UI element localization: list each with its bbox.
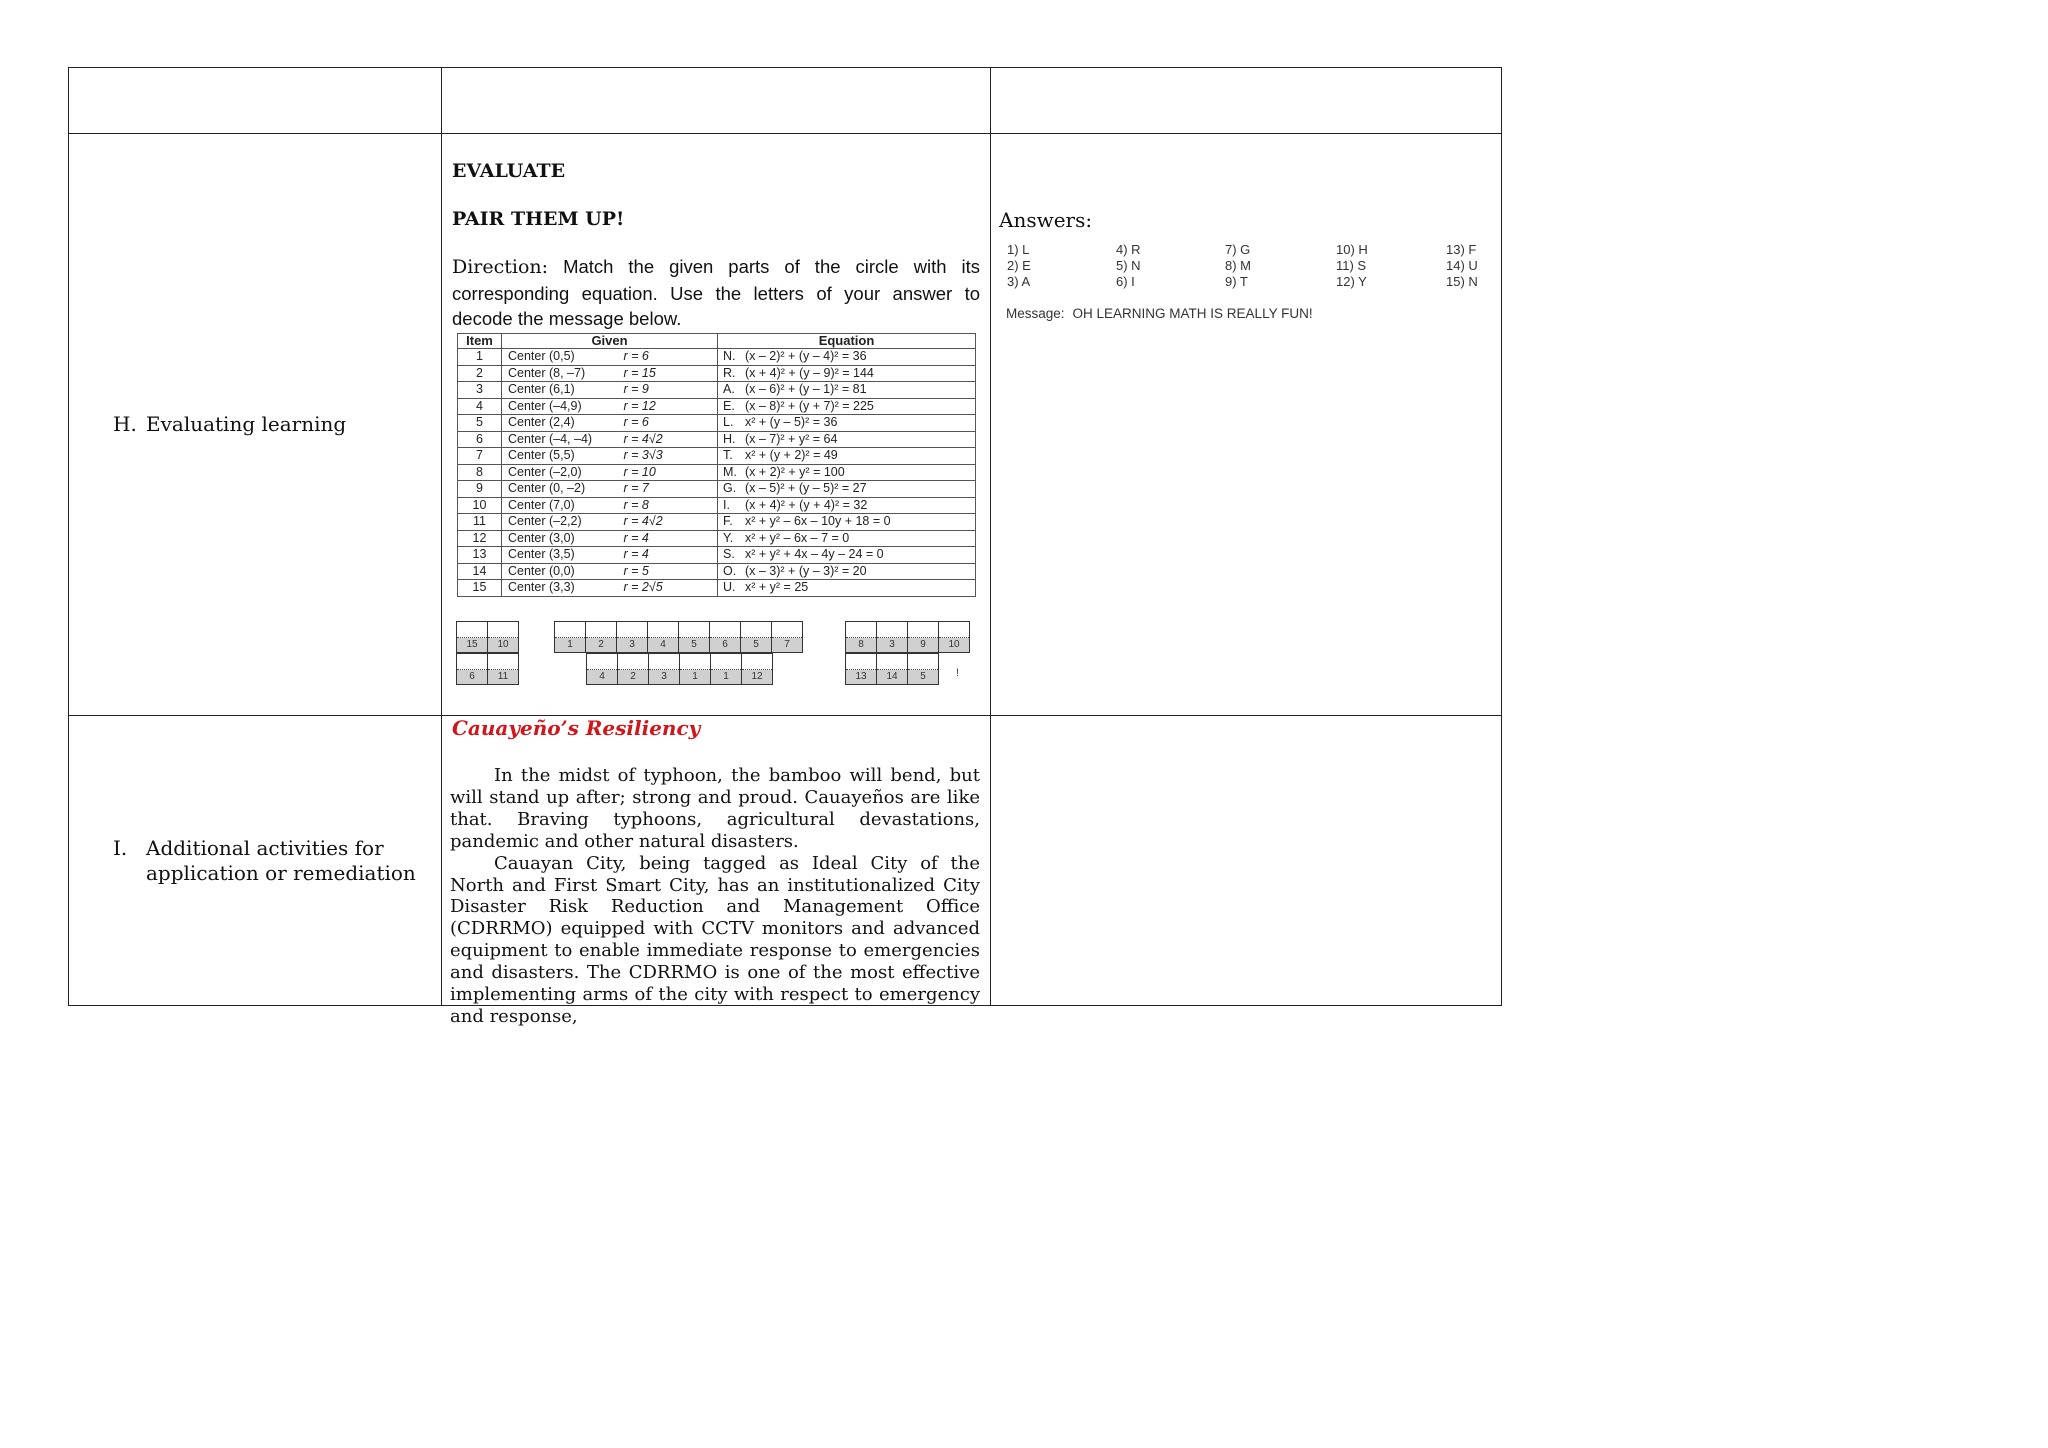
item-number: 5 [458,415,502,432]
decoder-number: 11 [488,670,518,684]
equation-text: (x – 5)² + (y – 5)² = 27 [745,481,867,496]
matching-row [458,349,976,366]
decoder-cell[interactable] [845,653,877,685]
given-radius: r = 4 [622,547,718,564]
message-text: OH LEARNING MATH IS REALLY FUN! [1072,306,1313,321]
matching-row [458,448,976,465]
header-given: Given [502,334,718,349]
matching-row [458,398,976,415]
equation-text: (x + 4)² + (y + 4)² = 32 [745,497,868,512]
item-number: 8 [458,464,502,481]
given-center: Center (0,5) [502,349,622,366]
item-number: 11 [458,514,502,531]
item-number: 15 [458,580,502,597]
decoder-blank[interactable] [711,654,741,670]
equation-text: x² + y² + 4x – 4y – 24 = 0 [745,547,884,562]
given-radius: r = 4 [622,530,718,547]
decoder-number: 12 [742,670,772,684]
matching-row [458,365,976,382]
equation-letter: L. [723,415,734,430]
equation-text: (x – 2)² + (y – 4)² = 36 [745,349,867,364]
row-divider [69,715,1501,716]
decoder-blank[interactable] [877,622,907,638]
given-center: Center (5,5) [502,448,622,465]
decoder-number: 10 [939,638,969,652]
direction-lead: Direction: [452,256,549,278]
decoder-cell[interactable] [456,653,488,685]
item-number: 2 [458,365,502,382]
matching-row [458,530,976,547]
decoder-cell[interactable] [586,653,618,685]
resiliency-body [450,765,980,1028]
equation-letter: Y. [723,530,734,545]
given-radius: r = 3√3 [622,448,718,465]
decoder-number: 10 [488,638,518,652]
answer-item: 11) S [1336,258,1367,273]
row-h-letter: H. [113,412,137,436]
decoder-number: 9 [908,638,938,652]
header-item: Item [458,334,502,349]
given-center: Center (2,4) [502,415,622,432]
equation-letter: H. [723,431,736,446]
decoder-cell[interactable] [617,653,649,685]
given-radius: r = 5 [622,563,718,580]
equation-text: (x – 8)² + (y + 7)² = 225 [745,398,874,413]
equation-cell [718,580,976,597]
decoder-blank[interactable] [586,622,616,638]
decoder-word [846,653,939,685]
row-i-text-line1: Additional activities for [146,836,384,860]
matching-row [458,382,976,399]
matching-row [458,547,976,564]
decoder-word [457,653,519,685]
equation-cell [718,365,976,382]
decoder-blank[interactable] [555,622,585,638]
answer-column [1116,242,1141,290]
answer-item: 8) M [1225,258,1251,273]
answer-item: 12) Y [1336,274,1367,289]
exclamation-mark: ! [956,667,960,679]
resiliency-paragraph-1: In the midst of typhoon, the bamboo will bend, but will stand up after; strong and proud. Cauayeños are like that. Braving typhoons, agricultural devastations, pandemic and other natural disasters. [450,765,980,852]
equation-cell [718,415,976,432]
decoder-blank[interactable] [877,654,907,670]
decoder-cell[interactable] [876,653,908,685]
equation-cell [718,514,976,531]
equation-cell [718,448,976,465]
decoder-cell[interactable] [585,621,617,653]
decoder-cell[interactable] [487,621,519,653]
decoder-blank[interactable] [710,622,740,638]
decoder-cell[interactable] [678,621,710,653]
given-radius: r = 4√2 [622,431,718,448]
decoder-cell[interactable] [771,621,803,653]
equation-letter: U. [723,580,736,595]
decoder-number: 5 [741,638,771,652]
given-center: Center (6,1) [502,382,622,399]
equation-letter: S. [723,547,735,562]
decoder-cell[interactable] [456,621,488,653]
given-center: Center (0,0) [502,563,622,580]
item-number: 1 [458,349,502,366]
decoder-blank[interactable] [488,622,518,638]
given-radius: r = 6 [622,349,718,366]
given-radius: r = 6 [622,415,718,432]
row-i-label [113,836,416,886]
given-radius: r = 8 [622,497,718,514]
equation-text: (x – 3)² + (y – 3)² = 20 [745,563,867,578]
resiliency-title: Cauayeño’s Resiliency [452,716,701,740]
answer-item: 15) N [1446,274,1478,289]
given-center: Center (0, –2) [502,481,622,498]
given-center: Center (7,0) [502,497,622,514]
equation-text: x² + (y – 5)² = 36 [745,415,838,430]
decoder-blank[interactable] [772,622,802,638]
decoder-cell[interactable] [907,653,939,685]
given-center: Center (–2,2) [502,514,622,531]
given-center: Center (–4,9) [502,398,622,415]
decoder-cell[interactable] [710,653,742,685]
answer-item: 6) I [1116,274,1135,289]
given-radius: r = 2√5 [622,580,718,597]
equation-cell [718,481,976,498]
equation-letter: R. [723,365,736,380]
equation-letter: G. [723,481,737,496]
given-radius: r = 12 [622,398,718,415]
decoder-cell[interactable] [938,621,970,653]
given-radius: r = 10 [622,464,718,481]
direction-text [452,254,980,332]
equation-cell [718,563,976,580]
answer-item: 13) F [1446,242,1477,257]
item-number: 14 [458,563,502,580]
decoder-blank[interactable] [648,622,678,638]
decoder-blank[interactable] [741,622,771,638]
equation-text: x² + (y + 2)² = 49 [745,448,838,463]
matching-row [458,580,976,597]
decoder-blank[interactable] [679,622,709,638]
pair-them-up-heading: PAIR THEM UP! [452,208,625,230]
message-label: Message: [1006,306,1065,321]
equation-letter: I. [723,497,730,512]
answer-message [1006,306,1313,321]
answer-item: 7) G [1225,242,1251,257]
decoder-blank[interactable] [939,622,969,638]
resiliency-paragraph-2: Cauayan City, being tagged as Ideal City of the North and First Smart City, has an institutionalized City Disaster Risk Reduction and Management Office (CDRRMO) equipped with CCTV monitors and advanced equipment to enable immediate response to emergencies and disasters. The CDRRMO is one of the most effective implementing arms of the city with respect to emergency and response, [450,852,980,1027]
decoder-number: 2 [618,670,648,684]
decoder-number: 4 [648,638,678,652]
item-number: 3 [458,382,502,399]
item-number: 10 [458,497,502,514]
matching-row [458,431,976,448]
equation-cell [718,530,976,547]
row-i-letter: I. [113,836,128,860]
decoder-blank[interactable] [587,654,617,670]
equation-letter: N. [723,349,736,364]
equation-cell [718,349,976,366]
equation-cell [718,431,976,448]
decoder-number: 4 [587,670,617,684]
decoder-cell[interactable] [876,621,908,653]
evaluate-heading: EVALUATE [452,160,566,182]
answer-item: 10) H [1336,242,1368,257]
item-number: 6 [458,431,502,448]
equation-text: (x – 6)² + (y – 1)² = 81 [745,382,867,397]
given-center: Center (3,5) [502,547,622,564]
matching-row [458,514,976,531]
equation-letter: F. [723,514,733,529]
item-number: 9 [458,481,502,498]
equation-letter: T. [723,448,733,463]
equation-text: x² + y² – 6x – 10y + 18 = 0 [745,514,891,529]
decoder-word [457,621,519,653]
matching-row [458,464,976,481]
matching-row [458,563,976,580]
given-center: Center (–2,0) [502,464,622,481]
column-divider [990,68,991,1005]
decoder-number: 6 [710,638,740,652]
decoder-blank[interactable] [908,654,938,670]
decoder-word [555,621,803,653]
decoder-blank[interactable] [908,622,938,638]
decoder-number: 2 [586,638,616,652]
equation-text: x² + y² – 6x – 7 = 0 [745,530,850,545]
given-center: Center (–4, –4) [502,431,622,448]
decoder-blank[interactable] [680,654,710,670]
matching-row [458,481,976,498]
equation-letter: E. [723,398,735,413]
answer-item: 14) U [1446,258,1478,273]
decoder-blank[interactable] [742,654,772,670]
lesson-plan-table [68,67,1502,1027]
answers-title: Answers: [999,208,1093,232]
decoder-cell[interactable] [487,653,519,685]
decoder-cell[interactable] [647,621,679,653]
answer-column [1336,242,1368,290]
decoder-blank[interactable] [457,622,487,638]
equation-cell [718,547,976,564]
given-radius: r = 4√2 [622,514,718,531]
matching-row [458,415,976,432]
equation-text: (x + 4)² + (y – 9)² = 144 [745,365,874,380]
decoder-cell[interactable] [554,621,586,653]
decoder-number: 6 [457,670,487,684]
item-number: 13 [458,547,502,564]
item-number: 12 [458,530,502,547]
equation-text: x² + y² = 25 [745,580,809,595]
decoder-number: 14 [877,670,907,684]
item-number: 4 [458,398,502,415]
decoder-blank[interactable] [649,654,679,670]
decoder-number: 13 [846,670,876,684]
matching-row [458,497,976,514]
decoder-cell[interactable] [741,653,773,685]
row-h-label [113,412,346,437]
decoder-cell[interactable] [616,621,648,653]
equation-letter: A. [723,382,735,397]
answer-item: 2) E [1007,258,1031,273]
decoder-number: 3 [617,638,647,652]
decoder-blank[interactable] [617,622,647,638]
equation-cell [718,398,976,415]
decoder-cell[interactable] [740,621,772,653]
row-i-text-line2: application or remediation [146,861,416,885]
answer-item: 3) A [1007,274,1031,289]
equation-text: (x + 2)² + y² = 100 [745,464,845,479]
decoder-number: 1 [711,670,741,684]
given-radius: r = 9 [622,382,718,399]
matching-table [457,333,976,597]
equation-letter: M. [723,464,737,479]
decoder-blank[interactable] [618,654,648,670]
decoder-word [846,621,970,653]
column-divider [441,68,442,1005]
direction-body: Match the given parts of the circle with its corresponding equation. Use the letters of your answer to decode the message below. [452,256,980,329]
decoder-number: 5 [679,638,709,652]
answer-item: 5) N [1116,258,1141,273]
decoder-cell[interactable] [845,621,877,653]
decoder-blank[interactable] [457,654,487,670]
decoder-number: 3 [877,638,907,652]
decoder-cell[interactable] [709,621,741,653]
equation-text: (x – 7)² + y² = 64 [745,431,838,446]
item-number: 7 [458,448,502,465]
given-center: Center (3,0) [502,530,622,547]
decoder-word [587,653,773,685]
given-center: Center (8, –7) [502,365,622,382]
row-h-text: Evaluating learning [146,412,347,436]
decoder-number: 15 [457,638,487,652]
row-divider [69,133,1501,134]
equation-cell [718,464,976,481]
decoder-cell[interactable] [679,653,711,685]
decoder-number: 3 [649,670,679,684]
equation-letter: O. [723,563,737,578]
given-radius: r = 7 [622,481,718,498]
given-center: Center (3,3) [502,580,622,597]
decoder-cell[interactable] [648,653,680,685]
answer-column [1225,242,1251,290]
decoder-number: 1 [555,638,585,652]
decoder-blank[interactable] [846,654,876,670]
decoder-number: 7 [772,638,802,652]
decoder-cell[interactable] [907,621,939,653]
decoder-number: 5 [908,670,938,684]
equation-cell [718,497,976,514]
answer-column [1007,242,1031,290]
decoder-number: 1 [680,670,710,684]
decoder-blank[interactable] [846,622,876,638]
answer-item: 9) T [1225,274,1248,289]
equation-cell [718,382,976,399]
decoder-number: 8 [846,638,876,652]
answer-column [1446,242,1478,290]
header-equation: Equation [718,334,976,349]
given-radius: r = 15 [622,365,718,382]
answer-item: 1) L [1007,242,1030,257]
decoder-blank[interactable] [488,654,518,670]
answer-item: 4) R [1116,242,1141,257]
